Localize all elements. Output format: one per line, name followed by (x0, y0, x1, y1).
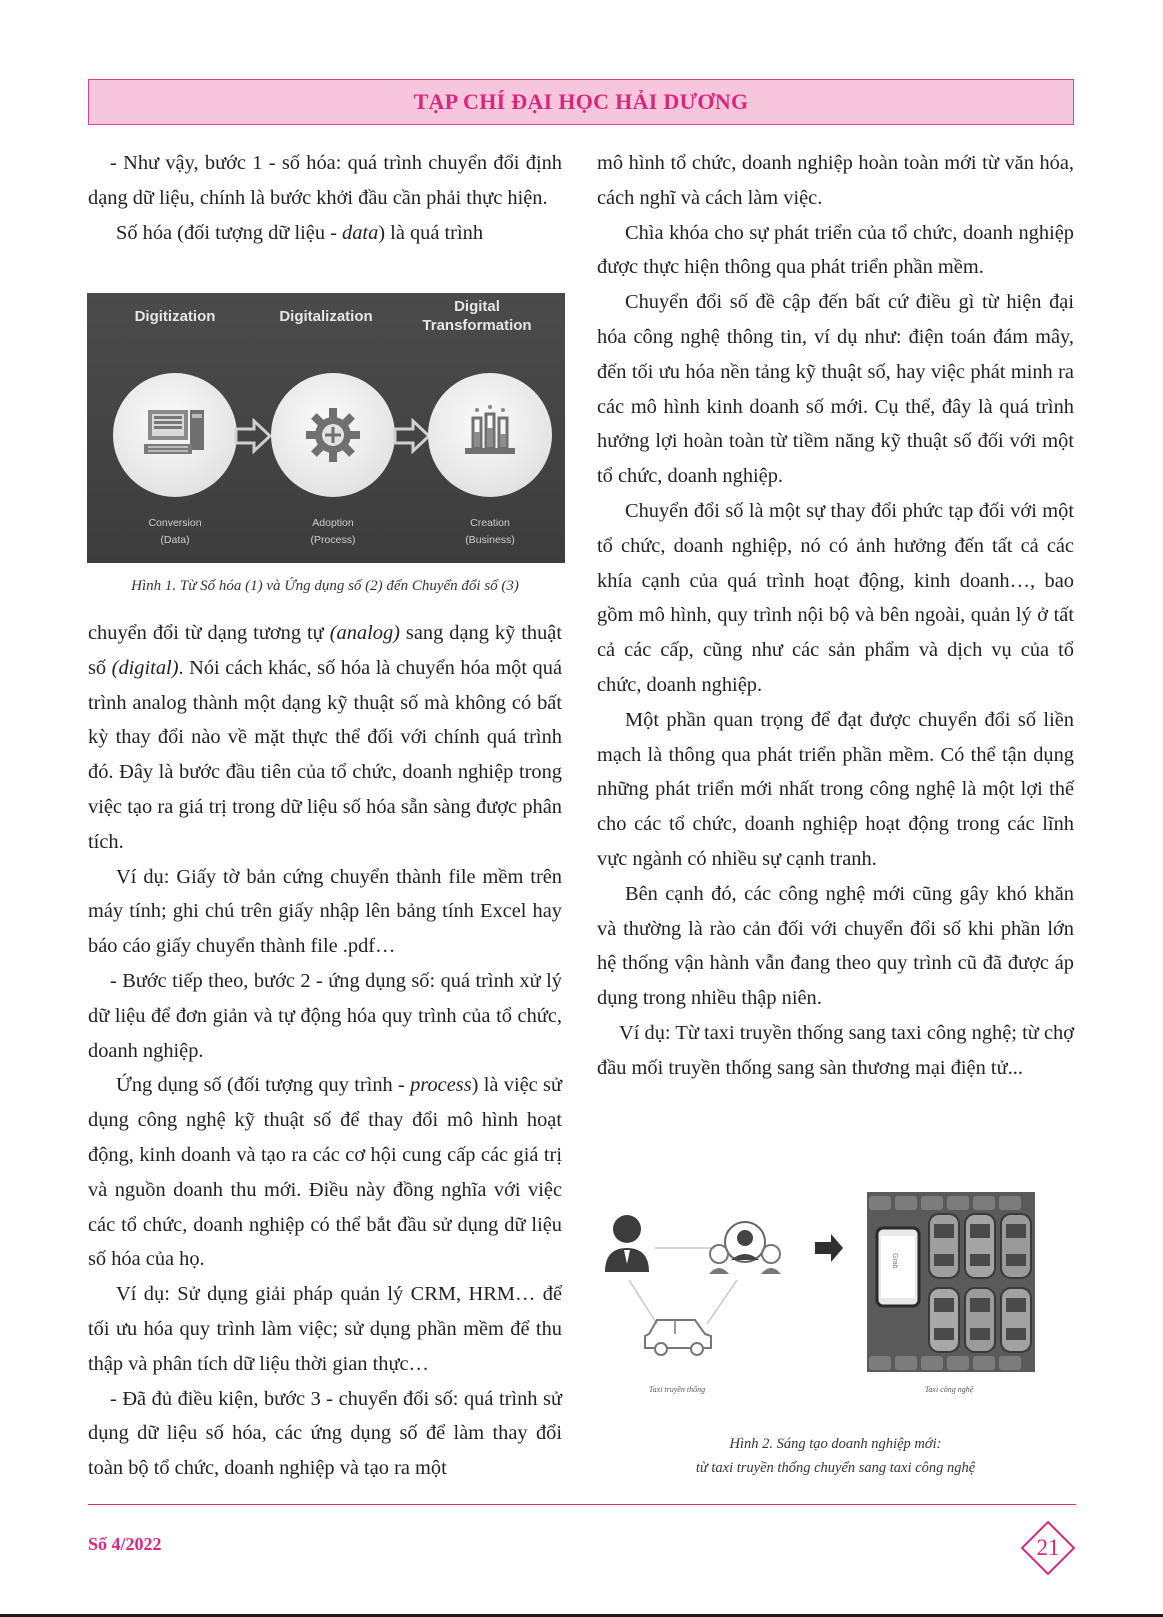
stage-caption-adoption: Adoption (Process) (310, 517, 356, 546)
paragraph: Một phần quan trọng để đạt được chuyển đổi số liền mạch là thông qua phát triển phần mềm. Có thể tận dụng những phát triển mới nhất trong công nghệ là một lợi thế cho các tổ chức, doanh nghiệp hoạt động trong các lĩnh vực ngành có nhiều sự cạnh tranh. (597, 708, 1074, 870)
column-right (597, 146, 1074, 1086)
issue-number: Số 4/2022 (88, 1534, 162, 1554)
journal-title: TẠP CHÍ ĐẠI HỌC HẢI DƯƠNG (413, 89, 749, 114)
column-left-top (88, 146, 562, 250)
paragraph: Chìa khóa cho sự phát triển của tổ chức, doanh nghiệp được thực hiện thông qua phát triển phần mềm. (597, 221, 1074, 279)
paragraph: Số hóa (đối tượng dữ liệu - data) là quá trình (116, 221, 484, 244)
figure-taxi-transformation (597, 1192, 1074, 1414)
gear-icon (271, 373, 395, 497)
arrow-right-icon (393, 418, 431, 454)
figure1-caption: Hình 1. Từ Số hóa (1) và Ứng dụng số (2) đến Chuyển đổi số (3) (131, 578, 519, 594)
paragraph: Bên cạnh đó, các công nghệ mới cũng gây khó khăn và thường là rào cản đối với chuyển đổi số khi phần lớn hệ thống vận hành vẫn đang theo quy trình cũ đã được áp dụng trong nhiều thập niên. (597, 882, 1074, 1010)
lab-tubes-icon (428, 373, 552, 497)
phone-app-label: Grab (891, 1253, 898, 1269)
paragraph: Chuyển đổi số đề cập đến bất cứ điều gì từ hiện đại hóa công nghệ thông tin, ví dụ như: điện toán đám mây, đến tối ưu hóa nền tảng kỹ thuật số, hay việc phát minh ra các mô hình kinh doanh số mới. Cụ thể, đây là quá trình hưởng lợi hoàn toàn từ tiềm năng kỹ thuật số đối với một tổ chức, doanh nghiệp. (597, 291, 1074, 488)
tech-taxi-parking-image (867, 1192, 1035, 1372)
taxi-car-icon (645, 1320, 711, 1355)
paragraph: - Như vậy, bước 1 - số hóa: quá trình chuyển đổi định dạng dữ liệu, chính là bước khởi đầu cần phải thực hiện. (88, 152, 562, 209)
paragraph: Ứng dụng số (đối tượng quy trình - process) là việc sử dụng công nghệ kỹ thuật số để thay đổi mô hình hoạt động, kinh doanh và tạo ra các cơ hội cung cấp các giá trị và nguồn doanh thu mới. Điều này đồng nghĩa với việc các tổ chức, doanh nghiệp có thể bắt đầu sử dụng dữ liệu số hóa của họ. (88, 1074, 562, 1271)
paragraph: Ví dụ: Giấy tờ bản cứng chuyển thành file mềm trên máy tính; ghi chú trên giấy nhập lên bảng tính Excel hay báo cáo giấy chuyển thành file .pdf… (88, 865, 562, 958)
footer-divider (88, 1504, 1076, 1505)
figure-digital-transformation (87, 293, 565, 563)
call-center-icon (709, 1222, 781, 1274)
paragraph: - Đã đủ điều kiện, bước 3 - chuyển đổi số: quá trình sử dụng dữ liệu số hóa, các ứng dụng số để làm thay đổi toàn bộ tổ chức, doanh nghiệp và tạo ra một (88, 1387, 562, 1480)
paragraph: Ví dụ: Từ taxi truyền thống sang taxi công nghệ; từ chợ đầu mối truyền thống sang sàn thương mại điện tử... (597, 1021, 1074, 1079)
computer-icon (113, 373, 237, 497)
paragraph: chuyển đổi từ dạng tương tự (analog) sang dạng kỹ thuật số (digital). Nói cách khác, số hóa là chuyển hóa một quá trình analog thành một dạng kỹ thuật số mà không có bất kỳ thay đổi nào về mặt thực thể đối với chính quá trình đó. Đây là bước đầu tiên của tổ chức, doanh nghiệp trong việc tạo ra giá trị trong dữ liệu số hóa sẵn sàng được phân tích. (88, 622, 562, 853)
paragraph: mô hình tổ chức, doanh nghiệp hoàn toàn mới từ văn hóa, cách nghĩ và cách làm việc. (597, 152, 1074, 209)
page-number: 21 (1036, 1535, 1060, 1560)
customer-icon (605, 1215, 649, 1272)
paragraph: Chuyển đổi số là một sự thay đổi phức tạp đối với một tổ chức, doanh nghiệp, nó có ảnh hưởng đến tất cả các khía cạnh của quá trình hoạt động, kinh doanh…, bao gồm mô hình, quy trình nội bộ và bên ngoài, quản lý ở tất cả các cấp, cũng như các sản phẩm và dịch vụ của tổ chức, doanh nghiệp. (597, 499, 1074, 696)
journal-header (88, 79, 1074, 125)
figure2-caption: Hình 2. Sáng tạo doanh nghiệp mới: từ taxi truyền thống chuyển sang taxi công nghệ (695, 1436, 976, 1476)
arrow-right-icon (234, 418, 272, 454)
paragraph: Ví dụ: Sử dụng giải pháp quản lý CRM, HRM… để tối ưu hóa quy trình làm việc; sử dụng phần mềm để thu thập và phân tích dữ liệu thời gian thực… (88, 1283, 562, 1375)
page-number-badge (1020, 1520, 1076, 1576)
label-tech-taxi: Taxi công nghệ (924, 1385, 974, 1394)
stage-caption-conversion: Conversion (Data) (148, 517, 202, 546)
paragraph: - Bước tiếp theo, bước 2 - ứng dụng số: quá trình xử lý dữ liệu để đơn giản và tự động hóa quy trình của tổ chức, doanh nghiệp. (88, 969, 562, 1062)
stage-title-digitalization: Digitalization (279, 308, 373, 325)
stage-title-digital-transformation: Digital Transformation (422, 298, 532, 334)
arrow-right-icon (815, 1234, 843, 1262)
label-traditional-taxi: Taxi truyền thống (648, 1385, 706, 1394)
stage-title-digitization: Digitization (134, 308, 216, 325)
stage-caption-creation: Creation (Business) (465, 517, 515, 546)
column-left-bottom (88, 616, 562, 1486)
